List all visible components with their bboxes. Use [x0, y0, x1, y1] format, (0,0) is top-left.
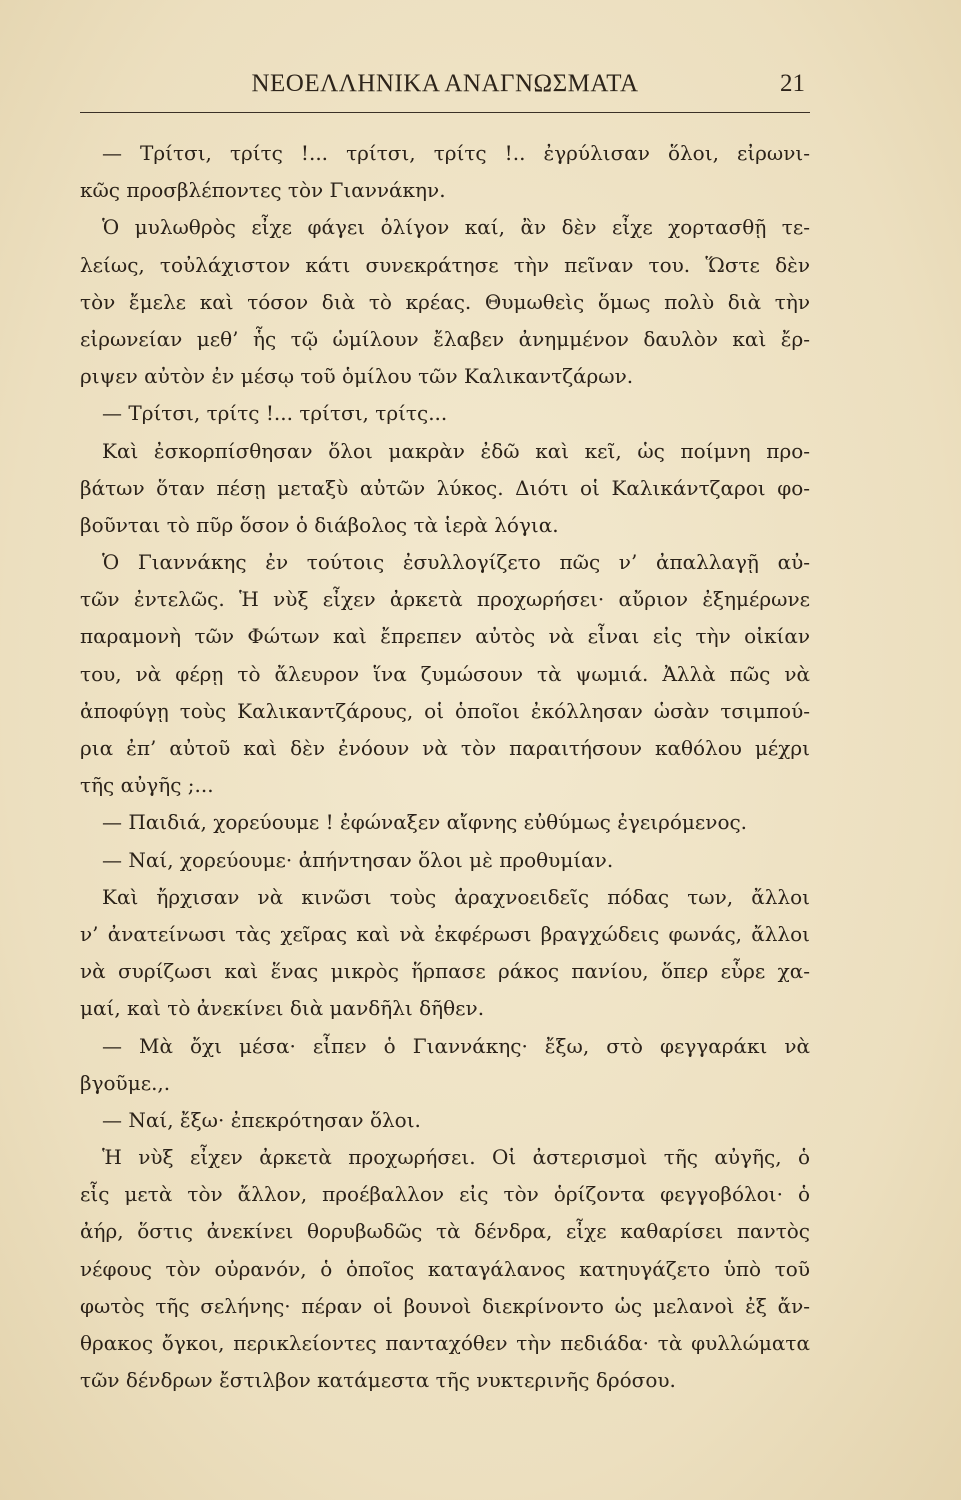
text-line: παραμονὴ τῶν Φώτων καὶ ἔπρεπεν αὐτὸς νὰ εἶναι εἰς τὴν οἰκίαν	[80, 624, 810, 649]
text-line: τῶν δένδρων ἔστιλβον κατάμεστα τῆς νυκτερινῆς δρόσου.	[80, 1368, 676, 1393]
body-text	[80, 135, 810, 1399]
text-line: Καὶ ἤρχισαν νὰ κινῶσι τοὺς ἀραχνοειδεῖς πόδας των, ἄλλοι	[102, 884, 810, 909]
text-line: λείως, τοὐλάχιστον κάτι συνεκράτησε τὴν πεῖναν του. Ὥστε δὲν	[80, 252, 810, 277]
text-line: τὸν ἔμελε καὶ τόσον διὰ τὸ κρέας. Θυμωθεὶς ὅμως πολὺ διὰ τὴν	[80, 289, 810, 314]
text-line: — Ναί, χορεύουμε· ἀπήντησαν ὅλοι μὲ προθυμίαν.	[102, 847, 614, 872]
page-header	[80, 70, 810, 110]
text-line: — Ναί, ἔξω· ἐπεκρότησαν ὅλοι.	[102, 1107, 421, 1132]
text-line: ἀήρ, ὅστις ἀνεκίνει θορυβωδῶς τὰ δένδρα, εἶχε καθαρίσει παντὸς	[80, 1219, 810, 1244]
text-line: του, νὰ φέρῃ τὸ ἄλευρον ἵνα ζυμώσουν τὰ ψωμιά. Ἀλλὰ πῶς νὰ	[80, 661, 810, 686]
text-line: — Μὰ ὄχι μέσα· εἶπεν ὁ Γιαννάκης· ἔξω, στὸ φεγγαράκι νὰ	[102, 1033, 810, 1058]
text-line: ριψεν αὐτὸν ἐν μέσῳ τοῦ ὁμίλου τῶν Καλικαντζάρων.	[80, 364, 634, 389]
text-line: — Τρίτσι, τρίτς !... τρίτσι, τρίτς...	[102, 401, 448, 426]
text-line: μαί, καὶ τὸ ἀνεκίνει διὰ μανδῆλι δῆθεν.	[80, 996, 485, 1021]
text-line: ν’ ἀνατείνωσι τὰς χεῖρας καὶ νὰ ἐκφέρωσι βραγχώδεις φωνάς, ἄλλοι	[80, 921, 810, 946]
text-line: κῶς προσβλέποντες τὸν Γιαννάκην.	[80, 178, 446, 203]
text-line: νέφους τὸν οὐρανόν, ὁ ὁποῖος καταγάλανος κατηυγάζετο ὑπὸ τοῦ	[80, 1256, 810, 1281]
text-line: εἰρωνείαν μεθ’ ἧς τῷ ὡμίλουν ἔλαβεν ἀνημμένον δαυλὸν καὶ ἔρ-	[80, 326, 810, 351]
text-line: βγοῦμε.,.	[80, 1070, 171, 1095]
text-line: ρια ἐπ’ αὐτοῦ καὶ δὲν ἐνόουν νὰ τὸν παραιτήσουν καθόλου μέχρι	[80, 736, 810, 760]
text-line: ἀποφύγῃ τοὺς Καλικαντζάρους, οἱ ὁποῖοι ἐκόλλησαν ὡσὰν τσιμπού-	[80, 698, 810, 723]
header-rule	[80, 112, 810, 113]
text-line: φωτὸς τῆς σελήνης· πέραν οἱ βουνοὶ διεκρίνοντο ὡς μελανοὶ ἐξ ἄν-	[80, 1293, 810, 1318]
text-line: νὰ συρίζωσι καὶ ἕνας μικρὸς ἥρπασε ράκος πανίου, ὅπερ εὗρε χα-	[80, 959, 810, 984]
text-line: Ἡ νὺξ εἶχεν ἀρκετὰ προχωρήσει. Οἱ ἀστερισμοὶ τῆς αὐγῆς, ὁ	[102, 1145, 810, 1170]
running-title: ΝΕΟΕΛΛΗΝΙΚΑ ΑΝΑΓΝΩΣΜΑΤΑ	[251, 70, 639, 97]
text-line: θρακος ὄγκοι, περικλείοντες πανταχόθεν τὴν πεδιάδα· τὰ φυλλώματα	[80, 1331, 810, 1355]
text-line: — Τρίτσι, τρίτς !... τρίτσι, τρίτς !.. ἐγρύλισαν ὅλοι, εἰρωνι-	[102, 141, 810, 165]
text-line: βάτων ὅταν πέσῃ μεταξὺ αὐτῶν λύκος. Διότι οἱ Καλικάντζαροι φο-	[80, 475, 810, 500]
text-line: — Παιδιά, χορεύουμε ! ἐφώναξεν αἴφνης εὐθύμως ἐγειρόμενος.	[102, 810, 748, 835]
text-line: τῆς αὐγῆς ;...	[80, 773, 214, 798]
text-line: βοῦνται τὸ πῦρ ὅσον ὁ διάβολος τὰ ἱερὰ λόγια.	[80, 512, 559, 537]
text-line: εἷς μετὰ τὸν ἄλλον, προέβαλλον εἰς τὸν ὁρίζοντα φεγγοβόλοι· ὁ	[80, 1182, 810, 1207]
text-line: Καὶ ἐσκορπίσθησαν ὅλοι μακρὰν ἐδῶ καὶ κεῖ, ὡς ποίμνη προ-	[102, 438, 810, 463]
text-line: Ὁ Γιαννάκης ἐν τούτοις ἐσυλλογίζετο πῶς ν’ ἀπαλλαγῇ αὐ-	[102, 550, 810, 575]
page-number: 21	[780, 70, 805, 97]
text-line: τῶν ἐντελῶς. Ἡ νὺξ εἶχεν ἀρκετὰ προχωρήσει· αὔριον ἐξημέρωνε	[80, 587, 810, 612]
text-line: Ὁ μυλωθρὸς εἶχε φάγει ὀλίγον καί, ἂν δὲν εἶχε χορτασθῇ τε-	[102, 215, 810, 240]
